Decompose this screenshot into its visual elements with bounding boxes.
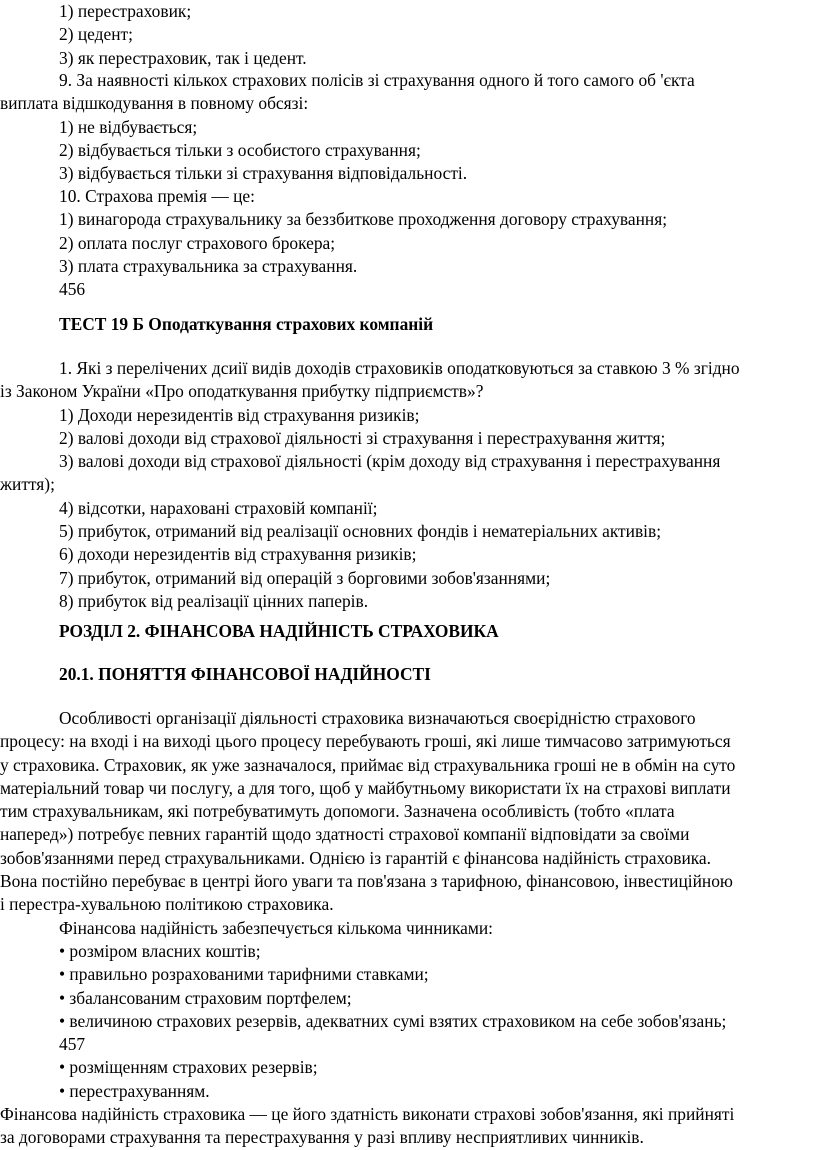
subsection-heading-block bbox=[0, 663, 816, 686]
question-10 bbox=[0, 185, 816, 301]
question-text: 10. Страхова премія — це: bbox=[59, 186, 255, 206]
bullet-item: • перестрахуванням. bbox=[59, 1080, 210, 1101]
list-item: 3) валові доходи від страхової діяльності (крім доходу від страхування і перестрахування bbox=[59, 451, 721, 472]
paragraph bbox=[0, 707, 816, 1150]
list-item: 2) цедент; bbox=[59, 24, 133, 45]
paragraph-line: тим страхувальникам, які потребуватимуть допомоги. Зазначена особливість (тобто «плата bbox=[0, 801, 675, 822]
question-text: із Законом України «Про оподаткування прибутку підприємств»? bbox=[0, 381, 484, 402]
factors-intro: Фінансова надійність забезпечується кількома чинниками: bbox=[59, 917, 494, 938]
bullet-item: • збалансованим страховим портфелем; bbox=[59, 987, 352, 1008]
question-9 bbox=[0, 69, 816, 185]
list-item: 1) Доходи нерезидентів від страхування ризиків; bbox=[59, 404, 420, 425]
paragraph-line: наперед») потребує певних гарантій щодо здатності страхової компанії відповідати за своїми bbox=[0, 824, 690, 845]
bullet-item: • правильно розрахованими тарифними ставками; bbox=[59, 964, 429, 985]
list-item: 2) відбувається тільки з особистого страхування; bbox=[59, 139, 421, 160]
list-item: 2) оплата послуг страхового брокера; bbox=[59, 232, 336, 253]
page-number: 457 bbox=[59, 1034, 86, 1055]
paragraph-line: Особливості організації діяльності страховика визначаються своєрідністю страхового bbox=[59, 708, 696, 728]
bullet-item: • розміщенням страхових резервів; bbox=[59, 1057, 318, 1078]
paragraph-line: матеріальний товар чи послугу, а для того, щоб у майбутньому використати їх на страхові виплати bbox=[0, 777, 731, 798]
section-heading-block bbox=[0, 620, 816, 643]
section-heading: РОЗДІЛ 2. ФІНАНСОВА НАДІЙНІСТЬ СТРАХОВИКА bbox=[59, 621, 499, 641]
paragraph-line: Вона постійно перебуває в центрі його уваги та пов'язана з тарифною, фінансовою, інвестиційною bbox=[0, 871, 733, 892]
question-text: 1. Які з перелічених дсиії видів доходів страховиків оподатковуються за ставкою 3 % згідно bbox=[59, 358, 740, 378]
list-item: 2) валові доходи від страхової діяльності зі страхування і перестрахування життя; bbox=[59, 427, 666, 448]
list-item: 4) відсотки, нараховані страховій компанії; bbox=[59, 497, 378, 518]
paragraph-line: зобов'язаннями перед страхувальниками. Однією із гарантій є фінансова надійність страховика. bbox=[0, 847, 712, 868]
list-item: 5) прибуток, отриманий від реалізації основних фондів і нематеріальних активів; bbox=[59, 521, 662, 542]
list-item: 1) перестраховик; bbox=[59, 1, 192, 21]
page-number: 456 bbox=[59, 279, 86, 300]
list-item: 8) прибуток від реалізації цінних паперів. bbox=[59, 590, 369, 611]
list-item: 3) відбувається тільки зі страхування відповідальності. bbox=[59, 163, 468, 184]
subsection-heading: 20.1. ПОНЯТТЯ ФІНАНСОВОЇ НАДІЙНОСТІ bbox=[59, 664, 431, 684]
paragraph-line: процесу: на вході і на виході цього процесу перебувають гроші, які лише тимчасово затримуються bbox=[0, 731, 731, 752]
list-item: 7) прибуток, отриманий від операцій з борговими зобов'язаннями; bbox=[59, 567, 551, 588]
list-item: 6) доходи нерезидентів від страхування ризиків; bbox=[59, 544, 417, 565]
list-item-continuation: життя); bbox=[0, 474, 55, 495]
test-heading: ТЕСТ 19 Б Оподаткування страхових компаній bbox=[59, 314, 434, 334]
list-item: 3) плата страхувальника за страхування. bbox=[59, 255, 358, 276]
paragraph-line: і перестра-хувальною політикою страховика. bbox=[0, 894, 334, 915]
paragraph-line: Фінансова надійність страховика — це його здатність виконати страхові зобов'язання, які прийняті bbox=[0, 1104, 735, 1125]
bullet-item: • розміром власних коштів; bbox=[59, 940, 261, 961]
question-text: виплата відшкодування в повному обсязі: bbox=[0, 93, 309, 114]
list-item: 1) винагорода страхувальнику за беззбиткове проходження договору страхування; bbox=[59, 209, 668, 230]
answer-options-q8 bbox=[0, 0, 816, 70]
list-item: 3) як перестраховик, так і цедент. bbox=[59, 47, 307, 68]
bullet-item: • величиною страхових резервів, адекватних сумі взятих страховиком на себе зобов'язань; bbox=[59, 1010, 727, 1031]
question-1 bbox=[0, 357, 816, 613]
paragraph-line: у страховика. Страховик, як уже зазначалося, приймає від страхувальника гроші не в обмін на суто bbox=[0, 754, 736, 775]
list-item: 1) не відбувається; bbox=[59, 116, 198, 137]
paragraph-line: за договорами страхування та перестрахування у разі впливу несприятливих чинників. bbox=[0, 1127, 644, 1148]
test-heading-block bbox=[0, 313, 816, 336]
question-text: 9. За наявності кількох страхових полісів зі страхування одного й того самого об 'єкта bbox=[59, 70, 695, 90]
